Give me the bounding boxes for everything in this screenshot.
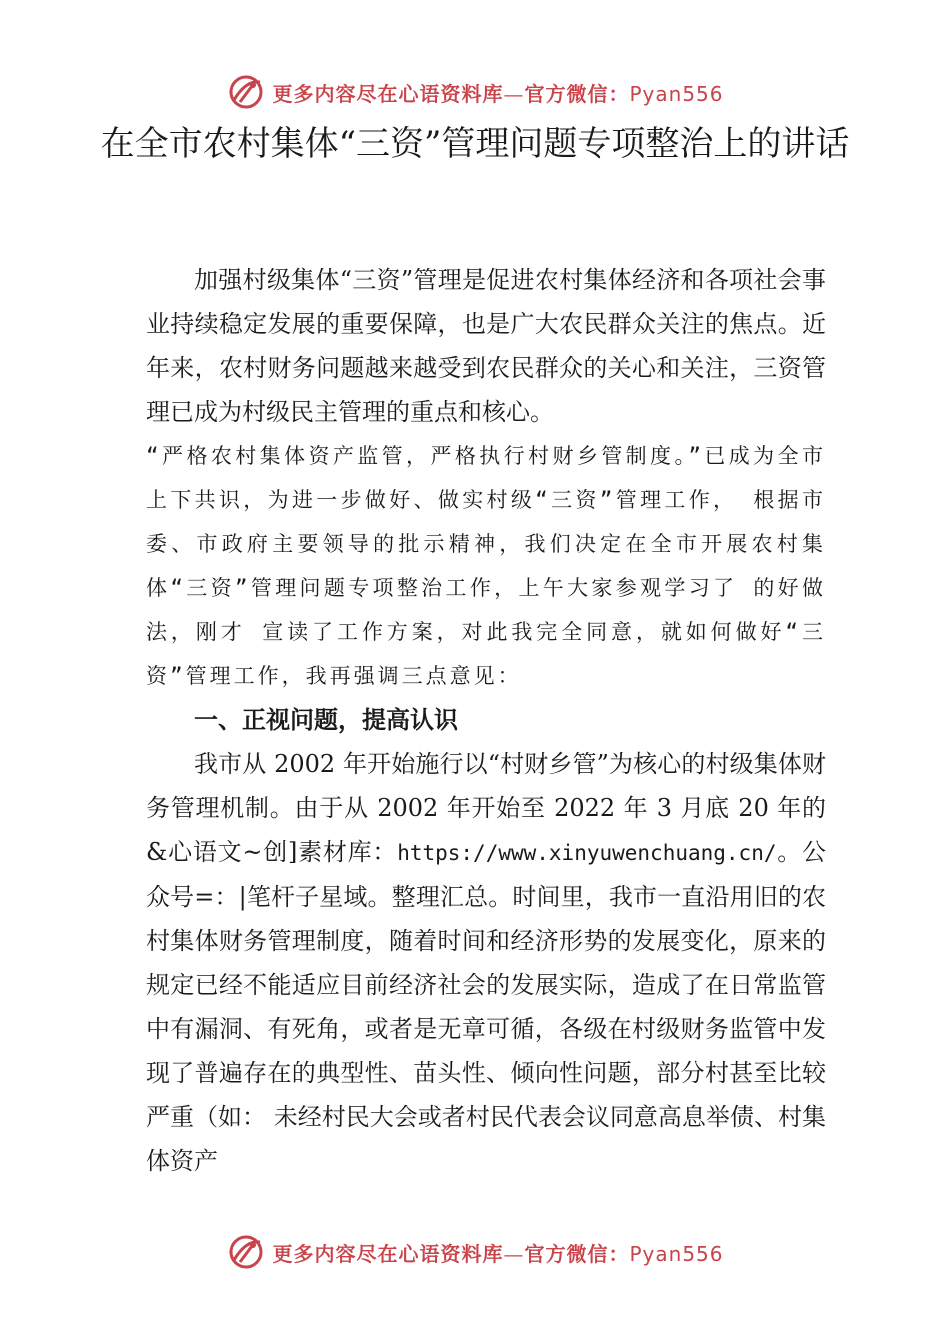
paragraph-3-text-b: 。公众号=：|笔杆子星域。整理汇总。时间里，我市一直沿用旧的农村集体财务管理制度，随着时间和经济形势的发展变化，原来的规定已经不能适应目前经济社会的发展实际，造成了在日常监管中有漏洞、有死角，或者是无章可循，各级在村级财务监管中发现了普遍存在的典型性、苗头性、倾向性问题，部分村甚至比较严重（如： 未经村民大会或者村民代表会议同意高息举债、村集体资产 <box>146 838 827 1175</box>
brand-logo-icon <box>226 72 266 112</box>
header-banner <box>0 70 950 114</box>
banner-dash: — <box>503 1241 525 1266</box>
banner-wechat-id: Pyan556 <box>629 1241 724 1266</box>
document-body <box>146 258 826 1183</box>
paragraph-3-text-a: 我市从 2002 年开始施行以“村财乡管”为核心的村级集体财务管理机制。由于从 2002 年开始至 2022 年 3 月底 20 年的&心语文~创]素材库： <box>146 750 826 866</box>
brand-logo-icon <box>226 1232 266 1272</box>
banner-wechat-id: Pyan556 <box>629 81 724 106</box>
paragraph-3-url: https://www.xinyuwenchuang.cn/ <box>397 841 777 865</box>
banner-text: 更多内容尽在心语资料库 <box>272 1241 504 1266</box>
paragraph-1: 加强村级集体“三资”管理是促进农村集体经济和各项社会事业持续稳定发展的重要保障，也是广大农民群众关注的焦点。近年来，农村财务问题越来越受到农民群众的关心和关注，三资管理已成为村级民主管理的重点和核心。 <box>146 266 826 426</box>
footer-banner <box>0 1230 950 1274</box>
banner-dash: — <box>503 81 525 106</box>
paragraph-3 <box>146 742 826 1183</box>
banner-wechat-label: 官方微信： <box>524 1241 630 1266</box>
banner-wechat-label: 官方微信： <box>524 81 630 106</box>
document-title: 在全市农村集体“三资”管理问题专项整治上的讲话 <box>100 124 850 164</box>
section-heading-1: 一、正视问题，提高认识 <box>194 706 458 734</box>
banner-text: 更多内容尽在心语资料库 <box>272 81 504 106</box>
paragraph-2: “严格农村集体资产监管，严格执行村财乡管制度。”已成为全市上下共识，为进一步做好、做实村级“三资”管理工作， 根据市委、市政府主要领导的批示精神，我们决定在全市开展农村集体“三资”管理问题专项整治工作，上午大家参观学习了 的好做法，刚才 宣读了工作方案，对此我完全同意，就如何做好“三资”管理工作，我再强调三点意见： <box>146 444 826 688</box>
